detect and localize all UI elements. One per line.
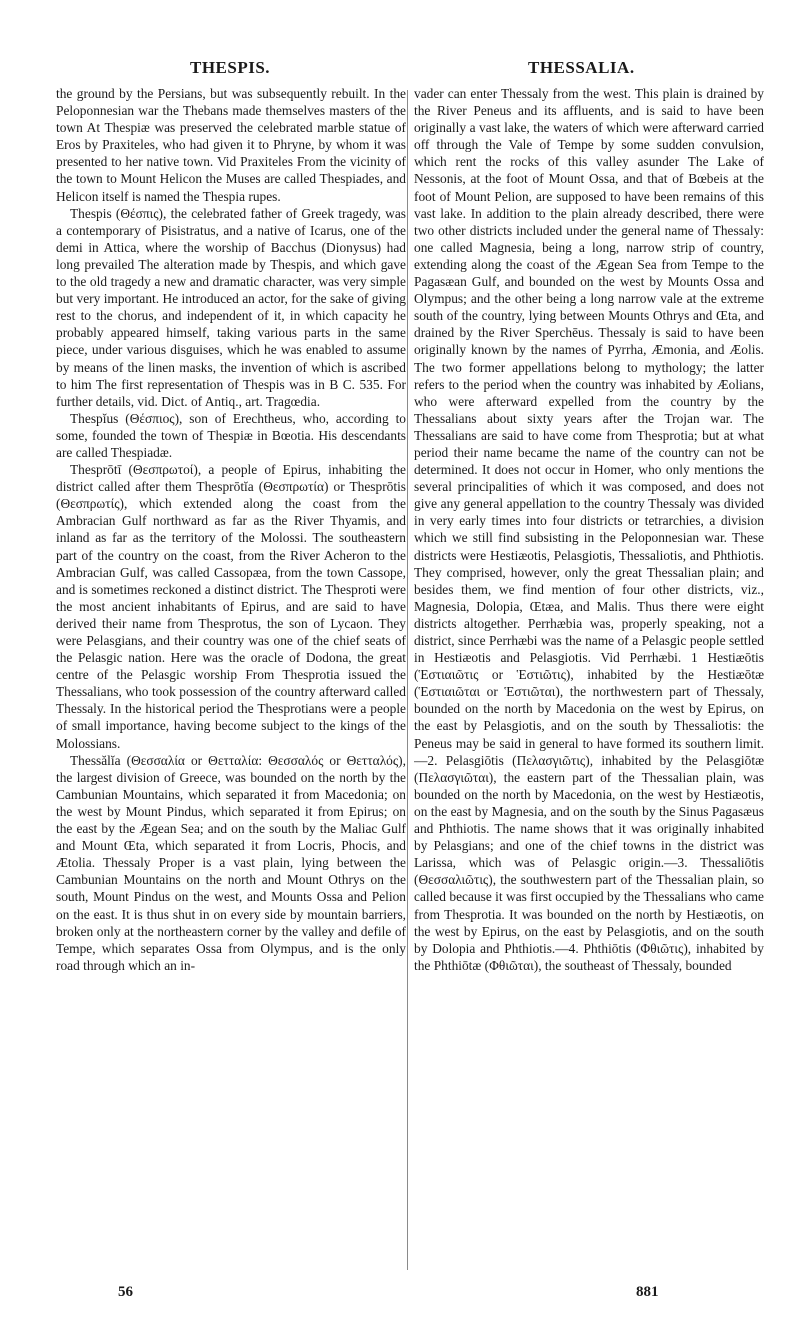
right-column bbox=[414, 85, 764, 1275]
entry-thespius: Thespĭus (Θέσπιος), son of Erechtheus, who, according to some, founded the town of Thespiæ in Bœotia. His descendants are called Thespiadæ. bbox=[56, 410, 406, 460]
page-number-left: 56 bbox=[118, 1284, 133, 1300]
entry-thessalia: Thessălĭa (Θεσσαλία or Θετταλία: Θεσσαλός or Θετταλός), the largest division of Greece, was bounded on the north by the Cambunian Mountains, which separated it from Macedonia; on the west by Mount Pindus, which separated it from Epirus; on the east by the Ægean Sea; and on the south by the Maliac Gulf and Mount Œta, which separated it from Locris, Phocis, and Ætolia. Thessaly Proper is a vast plain, lying between the Cambunian Mountains on the north and Mount Othrys on the south, Mount Pindus on the west, and Mounts Ossa and Pelion on the east. It is thus shut in on every side by mountain barriers, broken only at the northeastern corner by the valley and defile of Tempe, which separates Ossa from Olympus, and is the only road through which an in- bbox=[56, 752, 406, 973]
entry-thespis: Thespis (Θέσπις), the celebrated father of Greek tragedy, was a contemporary of Pisistratus, and a native of Icarus, one of the demi in Attica, where the worship of Bacchus (Dionysus) had long prevailed The alteration made by Thespis, and which gave to the old tragedy a new and dramatic character, was very simple but very important. He introduced an actor, for the sake of giving rest to the chorus, and independent of it, in which capacity he probably appeared himself, taking various parts in the same piece, under various disguises, which he was enabled to assume by means of the linen masks, the invention of which is ascribed to him The first representation of Thespis was in B C. 535. For further details, vid. Dict. of Antiq., art. Tragœdia. bbox=[56, 205, 406, 409]
entry-paragraph: the ground by the Persians, but was subsequently rebuilt. In the Peloponnesian war the Thebans made themselves masters of the town At Thespiæ was preserved the celebrated marble statue of Eros by Praxiteles, who had given it to Phryne, by whom it was presented to her native town. Vid Praxiteles From the vicinity of the town to Mount Helicon the Muses are called Thespiades, and Helicon itself is named the Thespia rupes. bbox=[56, 86, 406, 204]
running-head-right: THESSALIA. bbox=[528, 58, 635, 77]
running-head-left: THESPIS. bbox=[190, 58, 271, 77]
page-number-right: 881 bbox=[636, 1284, 659, 1300]
left-column bbox=[56, 85, 406, 1275]
entry-thesproti: Thesprōtī (Θεσπρωτοί), a people of Epirus, inhabiting the district called after them Thesprōtĭa (Θεσπρωτία) or Thesprōtis (Θεσπρωτίς), which extended along the coast from the Ambracian Gulf northward as far as the River Thyamis, and inland as far as the territory of the Molossi. The southeastern part of the country on the coast, from the River Acheron to the Ambracian Gulf, was called Cassopæa, from the town Cassope, and is sometimes reckoned a distinct district. The Thesproti were the most ancient inhabitants of Epirus, and are said to have derived their name from Thesprotus, the son of Lycaon. They were Pelasgians, and their country was one of the chief seats of the Pelasgic nation. Here was the oracle of Dodona, the great centre of the Pelasgic worship From Thesprotia issued the Thessalians, who took possession of the country afterward called Thessaly. In the historical period the Thesprotians were a people of small importance, having become subject to the kings of the Molossians. bbox=[56, 462, 406, 751]
entry-paragraph: vader can enter Thessaly from the west. This plain is drained by the River Peneus and its affluents, and is said to have been originally a vast lake, the waters of which were afterward carried off through the Vale of Tempe by some sudden convulsion, which rent the rocks of this valley asunder The Lake of Nessonis, at the foot of Mount Ossa, and that of Bœbeis at the foot of Mount Pelion, are supposed to have been remains of this vast lake. In addition to the plain already described, there were two other districts included under the general name of Thessaly: one called Magnesia, being a long, narrow strip of country, extending along the coast of the Ægean Sea from Tempe to the Pagasæan Gulf, and bounded on the west by Mounts Ossa and Olympus; and the other being a long narrow vale at the extreme south of the country, lying between Mounts Othrys and Œta, and drained by the River Sperchēus. Thessaly is said to have been originally known by the names of Pyrrha, Æmonia, and Æolis. The two former appellations belong to mythology; the latter refers to the period when the country was inhabited by Æolians, who were afterward expelled from the country by the Thessalians about sixty years after the Trojan war. The Thessalians are said to have come from Thesprotia; but at what period their name became the name of the country can not be determined. It does not occur in Homer, who only mentions the several principalities of which it was composed, and does not give any general appellation to the country Thessaly was divided in very early times into four districts or tetrarchies, a division which we still find subsisting in the Peloponnesian war. These districts were Hestiæotis, Pelasgiotis, Thessaliotis, and Phthiotis. They comprised, however, only the great Thessalian plain; and besides them, we find mention of four other districts, viz., Magnesia, Dolopia, Œtæa, and Malis. Thus there were eight districts altogether. Perrhæbia was, properly speaking, not a district, since Perrhæbi was the name of a Pelasgic people settled in Hestiæotis and Pelasgiotis. Vid Perrhæbi. 1 Hestiæōtis (Ἑστιαιῶτις or Ἑστιῶτις), inhabited by the Hestiæōtæ (Ἑστιαιῶται or Ἑστιῶται), the northwestern part of Thessaly, bounded on the north by Macedonia on the west by Epirus, on the east by Pelasgiotis, and on the south by Thessaliotis: the Peneus may be said in general to have formed its southern limit.—2. Pelasgiōtis (Πελασγιῶτις), inhabited by the Pelasgiōtæ (Πελασγιῶται), the eastern part of the Thessalian plain, was bounded on the north by Macedonia, on the west by Hestiæotis, on the east by Magnesia, and on the south by the Sinus Pagasæus and Phthiotis. The name shows that it was originally inhabited by Pelasgians; and one of the chief towns in the district was Larissa, which was of Pelasgic origin.—3. Thessaliōtis (Θεσσαλιῶτις), the southwestern part of the Thessalian plain, so called because it was first occupied by the Thessalians who came from Thesprotia. It was bounded on the north by Hestiæotis, on the west by Epirus, on the east by Pelasgiotis, and on the south by Dolopia and Phthiotis.—4. Phthiōtis (Φθιῶτις), inhabited by the Phthiōtæ (Φθιῶται), the southeast of Thessaly, bounded bbox=[414, 86, 764, 973]
column-divider bbox=[407, 90, 408, 1270]
